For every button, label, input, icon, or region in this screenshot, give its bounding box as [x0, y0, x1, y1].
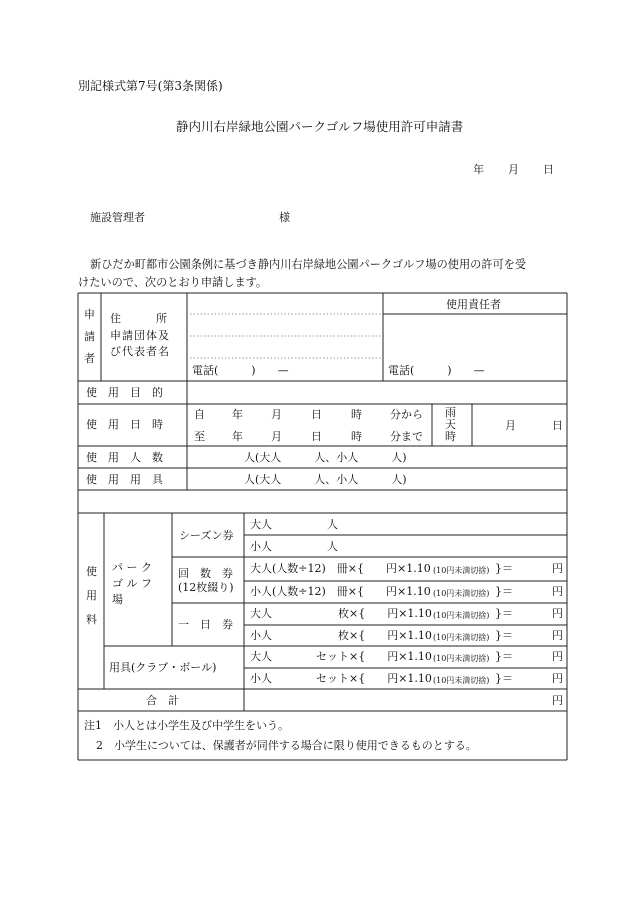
park-golf-line-3: 場 [112, 593, 123, 606]
equipment-label: 使 用 用 具 [86, 473, 163, 486]
rental-child-rounding: (10円未満切捨) [433, 676, 490, 685]
address-label: 住 所 [110, 312, 168, 325]
to-month: 月 [271, 430, 282, 443]
total-label: 合 計 [146, 694, 179, 707]
datetime-label: 使 用 日 時 [86, 418, 163, 431]
coupon-ticket-sublabel: (12枚綴り) [178, 581, 234, 594]
day-adult-equals: }＝ [495, 607, 513, 620]
from-day: 日 [311, 408, 322, 421]
date-day: 日 [543, 163, 554, 176]
from-minute: 分から [390, 408, 423, 421]
coupon-child-field[interactable]: 小人(人数÷12) 冊×{ 円×1.10 [250, 585, 431, 598]
addressee-honorific: 様 [279, 211, 290, 224]
coupon-child-yen: 円 [552, 585, 563, 598]
applicant-phone-label: 電話( ) — [192, 364, 289, 377]
from-month: 月 [271, 408, 282, 421]
from-hour: 時 [351, 408, 362, 421]
rental-child-yen: 円 [552, 672, 563, 685]
day-child-field[interactable]: 小人 枚×{ 円×1.10 [250, 629, 432, 642]
org-label-line-2: び代表者名 [110, 345, 170, 358]
to-char: 至 [194, 430, 205, 443]
day-ticket-label: 一 日 券 [178, 618, 233, 631]
coupon-adult-equals: }＝ [495, 562, 513, 575]
park-golf-line-2: ゴ ル フ [112, 577, 152, 590]
season-child-field[interactable]: 小人 人 [250, 540, 338, 553]
coupon-adult-rounding: (10円未満切捨) [433, 566, 490, 575]
persons-field[interactable]: 人(大人 人、小人 人) [244, 451, 407, 464]
rain-day: 日 [552, 419, 563, 432]
page-title: 静内川右岸緑地公園パークゴルフ場使用許可申請書 [176, 119, 464, 134]
note-2: 2 小学生については、保護者が同伴する場合に限り使用できるものとする。 [96, 739, 477, 752]
responsible-phone-label: 電話( ) — [388, 364, 485, 377]
date-year: 年 [473, 163, 484, 176]
intro-line-2: けたいので、次のとおり申請します。 [78, 276, 268, 289]
coupon-adult-field[interactable]: 大人(人数÷12) 冊×{ 円×1.10 [250, 562, 431, 575]
from-char: 自 [194, 408, 205, 421]
rental-adult-equals: }＝ [495, 650, 513, 663]
rental-adult-rounding: (10円未満切捨) [433, 654, 490, 663]
applicant-side-char-3: 者 [84, 352, 95, 365]
applicant-side-char-1: 申 [84, 308, 95, 321]
fees-side-char-2: 用 [86, 589, 97, 602]
applicant-side-char-2: 請 [84, 330, 95, 343]
persons-label: 使 用 人 数 [86, 451, 163, 464]
to-hour: 時 [351, 430, 362, 443]
applicant-side-label [84, 304, 96, 370]
rental-adult-field[interactable]: 大人 セット×{ 円×1.10 [250, 650, 432, 663]
park-golf-line-1: パ ー ク [112, 561, 152, 574]
coupon-child-rounding: (10円未満切捨) [433, 589, 490, 598]
season-adult-field[interactable]: 大人 人 [250, 518, 338, 531]
responsible-header: 使用責任者 [446, 298, 501, 311]
rental-label: 用具(クラブ・ボール) [109, 661, 217, 674]
rental-adult-yen: 円 [552, 650, 563, 663]
day-child-equals: }＝ [495, 629, 513, 642]
from-year: 年 [232, 408, 243, 421]
rental-child-field[interactable]: 小人 セット×{ 円×1.10 [250, 672, 432, 685]
coupon-child-equals: }＝ [495, 585, 513, 598]
date-month: 月 [508, 163, 519, 176]
note-1: 注1 小人とは小学生及び中学生をいう。 [84, 719, 289, 732]
rental-child-equals: }＝ [495, 672, 513, 685]
to-year: 年 [232, 430, 243, 443]
day-child-yen: 円 [552, 629, 563, 642]
day-adult-rounding: (10円未満切捨) [433, 611, 490, 620]
addressee: 施設管理者 [90, 211, 145, 224]
season-ticket-label: シーズン券 [179, 529, 234, 542]
total-yen[interactable]: 円 [552, 694, 563, 707]
coupon-adult-yen: 円 [552, 562, 563, 575]
rain-month: 月 [505, 419, 516, 432]
to-minute: 分まで [390, 430, 423, 443]
intro-line-1: 新ひだか町都市公園条例に基づき静内川右岸緑地公園パークゴルフ場の使用の許可を受 [90, 258, 527, 271]
day-child-rounding: (10円未満切捨) [433, 633, 490, 642]
org-label-line-1: 申請団体及 [110, 329, 170, 342]
rain-char-2: 天 [445, 418, 456, 431]
fees-side-label [86, 560, 98, 632]
form-number: 別記様式第7号(第3条関係) [78, 79, 223, 93]
equipment-field[interactable]: 人(大人 人、小人 人) [244, 473, 407, 486]
fees-side-char-3: 料 [86, 613, 97, 626]
rain-char-1: 雨 [445, 406, 456, 419]
coupon-ticket-label: 回 数 券 [178, 567, 233, 580]
day-adult-field[interactable]: 大人 枚×{ 円×1.10 [250, 607, 432, 620]
to-day: 日 [311, 430, 322, 443]
rain-label [445, 407, 457, 443]
fees-side-char-1: 使 [86, 565, 97, 578]
purpose-label: 使 用 目 的 [86, 386, 163, 399]
rain-char-3: 時 [445, 430, 456, 443]
park-golf-label [112, 560, 172, 608]
day-adult-yen: 円 [552, 607, 563, 620]
